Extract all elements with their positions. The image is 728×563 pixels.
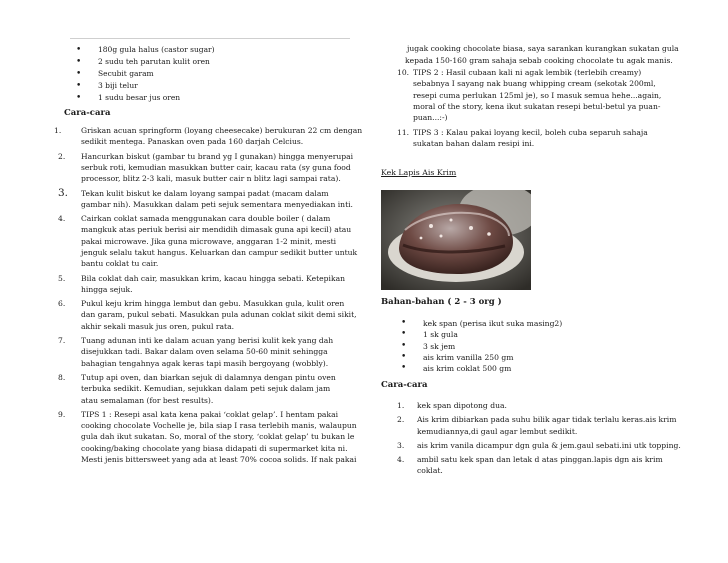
step-text — [417, 440, 682, 451]
right-ingredient-list — [411, 318, 671, 374]
list-item: • kek span (perisa ikut suka masing2) — [411, 318, 671, 329]
step-number: 6. — [58, 299, 66, 309]
step-line: Griskan acuan springform (loyang cheesecake) berukuran 22 cm dengan — [81, 126, 363, 135]
step-text — [81, 298, 356, 332]
step-line: mangkuk atas periuk berisi air mendidih dimasak guna api kecil) atau — [81, 225, 352, 235]
step-text — [81, 273, 356, 296]
continued-line: kepada 150-160 gram sahaja sebab cooking chocolate tu agak manis. — [405, 56, 673, 65]
step-line: TIPS 3 : Kalau pakai loyang kecil, boleh cuba separuh sahaja — [413, 127, 648, 137]
list-item: • ais krim vanilla 250 gm — [411, 352, 671, 363]
step-number: 7. — [58, 336, 66, 346]
step-line: Mesti jenis bittersweet yang ada at least 70% cocoa solids. If nak pakai — [81, 455, 357, 465]
step-line: cooking chocolate Vochelle je, bila siap I rasa terlebih manis, walaupun — [81, 421, 357, 431]
list-item: • ais krim coklat 500 gm — [411, 363, 671, 374]
step-line: Tuang adunan inti ke dalam acuan yang berisi kulit kek yang dah — [81, 336, 334, 346]
cake-photo — [381, 190, 531, 290]
step-line: TIPS 2 : Hasil cubaan kali ni agak lembik (terlebih creamy) — [413, 68, 642, 77]
step-line: jenguk selalu takut hangus. Keluarkan dan campur sedikit butter untuk — [81, 247, 358, 257]
step-item — [58, 151, 356, 185]
step-item — [58, 335, 356, 369]
step-item — [58, 188, 356, 211]
recipe-title-link[interactable]: Kek Lapis Ais Krim — [381, 168, 457, 177]
step-text — [81, 372, 356, 406]
step-number: 5. — [58, 273, 66, 283]
step-line: Bila coklat dah cair, masukkan krim, kacau hingga sebati. Ketepikan — [81, 273, 345, 283]
step-line: gula dah ikut sukatan. So, moral of the story, ‘coklat gelap’ tu bukan le — [81, 432, 355, 442]
list-item: • 3 biji telur — [86, 80, 346, 92]
step-line: hingga sejuk. — [81, 284, 133, 294]
step-text — [413, 127, 683, 150]
step-item — [381, 454, 682, 477]
method-heading: Cara-cara — [64, 108, 111, 118]
step-item — [58, 213, 356, 270]
step-line: cooking/baking chocolate yang biasa didapati di supermarket kita ni. — [81, 443, 348, 453]
step-line: sebabnya I sayang nak buang whipping cream (sekotak 200ml, — [413, 79, 656, 89]
step-line: processor, blitz 2-3 kali, masuk butter cair n blitz lagi sampai rata). — [81, 174, 341, 184]
step-item — [58, 409, 356, 466]
step-number: 1. — [397, 401, 405, 410]
ingredients-heading: Bahan-bahan ( 2 - 3 org ) — [381, 297, 502, 307]
step-item — [381, 414, 682, 437]
step-number: 2. — [397, 415, 405, 425]
list-item: • 2 sudu teh parutan kulit oren — [86, 56, 346, 68]
step-line: ais krim vanila dicampur dgn gula & jem.gaul sebati.ini utk topping. — [417, 440, 681, 450]
step-number: 10. — [397, 68, 410, 77]
step-item — [381, 127, 683, 150]
step-text — [417, 414, 682, 437]
step-line: ambil satu kek span dan letak d atas pinggan.lapis dgn ais krim — [417, 455, 663, 465]
list-item: • 1 sudu besar jus oren — [86, 92, 346, 104]
step-line: disejukkan tadi. Bakar dalam oven selama 50-60 minit sehingga — [81, 347, 328, 357]
step-item — [58, 372, 356, 406]
step-text — [81, 151, 356, 185]
top-rule-left — [70, 38, 350, 39]
step-line: bantu coklat tu cair. — [81, 259, 159, 269]
list-item: • 3 sk jem — [411, 341, 671, 352]
step-number: 11. — [397, 127, 410, 137]
step-text — [81, 125, 363, 148]
step-number: 3. — [58, 186, 69, 199]
step-line: gambar nih). Masukkan dalam peti sejuk sementara menyediakan inti. — [81, 199, 353, 209]
step-line: Ais krim dibiarkan pada suhu bilik agar tidak terlalu keras.ais krim — [417, 415, 677, 425]
step-item — [381, 440, 682, 451]
step-number: 4. — [58, 214, 66, 224]
step-number: 9. — [58, 409, 66, 419]
step-line: Hancurkan biskut (gambar tu brand yg I gunakan) hingga menyerupai — [81, 151, 354, 161]
step-line: resepi cuma perlukan 125ml je), so I masuk semua hehe...again, — [413, 90, 662, 100]
list-item: • 180g gula halus (castor sugar) — [86, 44, 346, 56]
right-method-heading: Cara-cara — [381, 380, 428, 390]
step-text — [81, 213, 356, 269]
step-number: 4. — [397, 455, 405, 465]
step-line: akhir sekali masuk jus oren, pukul rata. — [81, 321, 235, 331]
step-line: moral of the story, kena ikut sukatan resepi betul-betul ya puan- — [413, 101, 661, 111]
step-line: sedikit mentega. Panaskan oven pada 160 darjah Celcius. — [81, 137, 304, 147]
step-number: 8. — [58, 373, 66, 382]
step-line: Pukul keju krim hingga lembut dan gebu. Masukkan gula, kulit oren — [81, 299, 345, 309]
step-text — [81, 188, 356, 211]
step-line: kek span dipotong dua. — [417, 401, 507, 410]
ingredient-list — [86, 44, 346, 104]
step-number: 2. — [58, 151, 66, 161]
step-line: terbuka sedikit. Kemudian, sejukkan dalam peti sejuk dalam jam — [81, 384, 331, 394]
step-item — [58, 298, 356, 332]
step-item — [54, 125, 363, 148]
step-number: 1. — [54, 126, 62, 135]
continued-line: jugak cooking chocolate biasa, saya sarankan kurangkan sukatan gula — [407, 44, 679, 53]
step-line: serbuk roti, kemudian masukkan butter cair, kacau rata (sy guna food — [81, 162, 351, 172]
list-item: • Secubit garam — [86, 68, 346, 80]
step-line: sukatan bahan dalam resipi ini. — [413, 138, 535, 148]
step-line: dan garam, pukul sebati. Masukkan pula adunan coklat sikit demi sikit, — [81, 310, 357, 320]
cake-photo-image — [381, 190, 531, 290]
step-text — [81, 409, 356, 465]
step-line: Tutup api oven, dan biarkan sejuk di dalamnya dengan pintu oven — [81, 373, 336, 382]
step-line: atau semalaman (for best results). — [81, 395, 214, 405]
step-text — [417, 400, 682, 411]
step-line: puan...:-) — [413, 113, 448, 123]
step-line: TIPS 1 : Resepi asal kata kena pakai ‘coklat gelap’. I hentam pakai — [81, 409, 339, 419]
list-item: • 1 sk gula — [411, 329, 671, 340]
step-text — [81, 335, 356, 369]
step-item — [58, 273, 356, 296]
step-item — [381, 67, 683, 124]
step-text — [417, 454, 682, 477]
step-line: Tekan kulit biskut ke dalam loyang sampai padat (macam dalam — [81, 188, 329, 198]
step-line: Cairkan coklat samada menggunakan cara double boiler ( dalam — [81, 214, 331, 224]
step-item — [381, 400, 682, 411]
step-text — [413, 67, 683, 123]
step-line: coklat. — [417, 466, 443, 476]
step-line: kemudiannya,di gaul agar lembut sedikit. — [417, 426, 578, 436]
step-line: pakai microwave. Jika guna microwave, anggaran 1-2 minit, mesti — [81, 236, 337, 246]
step-number: 3. — [397, 440, 405, 450]
step-line: bahagian tengahnya agak keras tapi masih bergoyang (wobbly). — [81, 358, 329, 368]
